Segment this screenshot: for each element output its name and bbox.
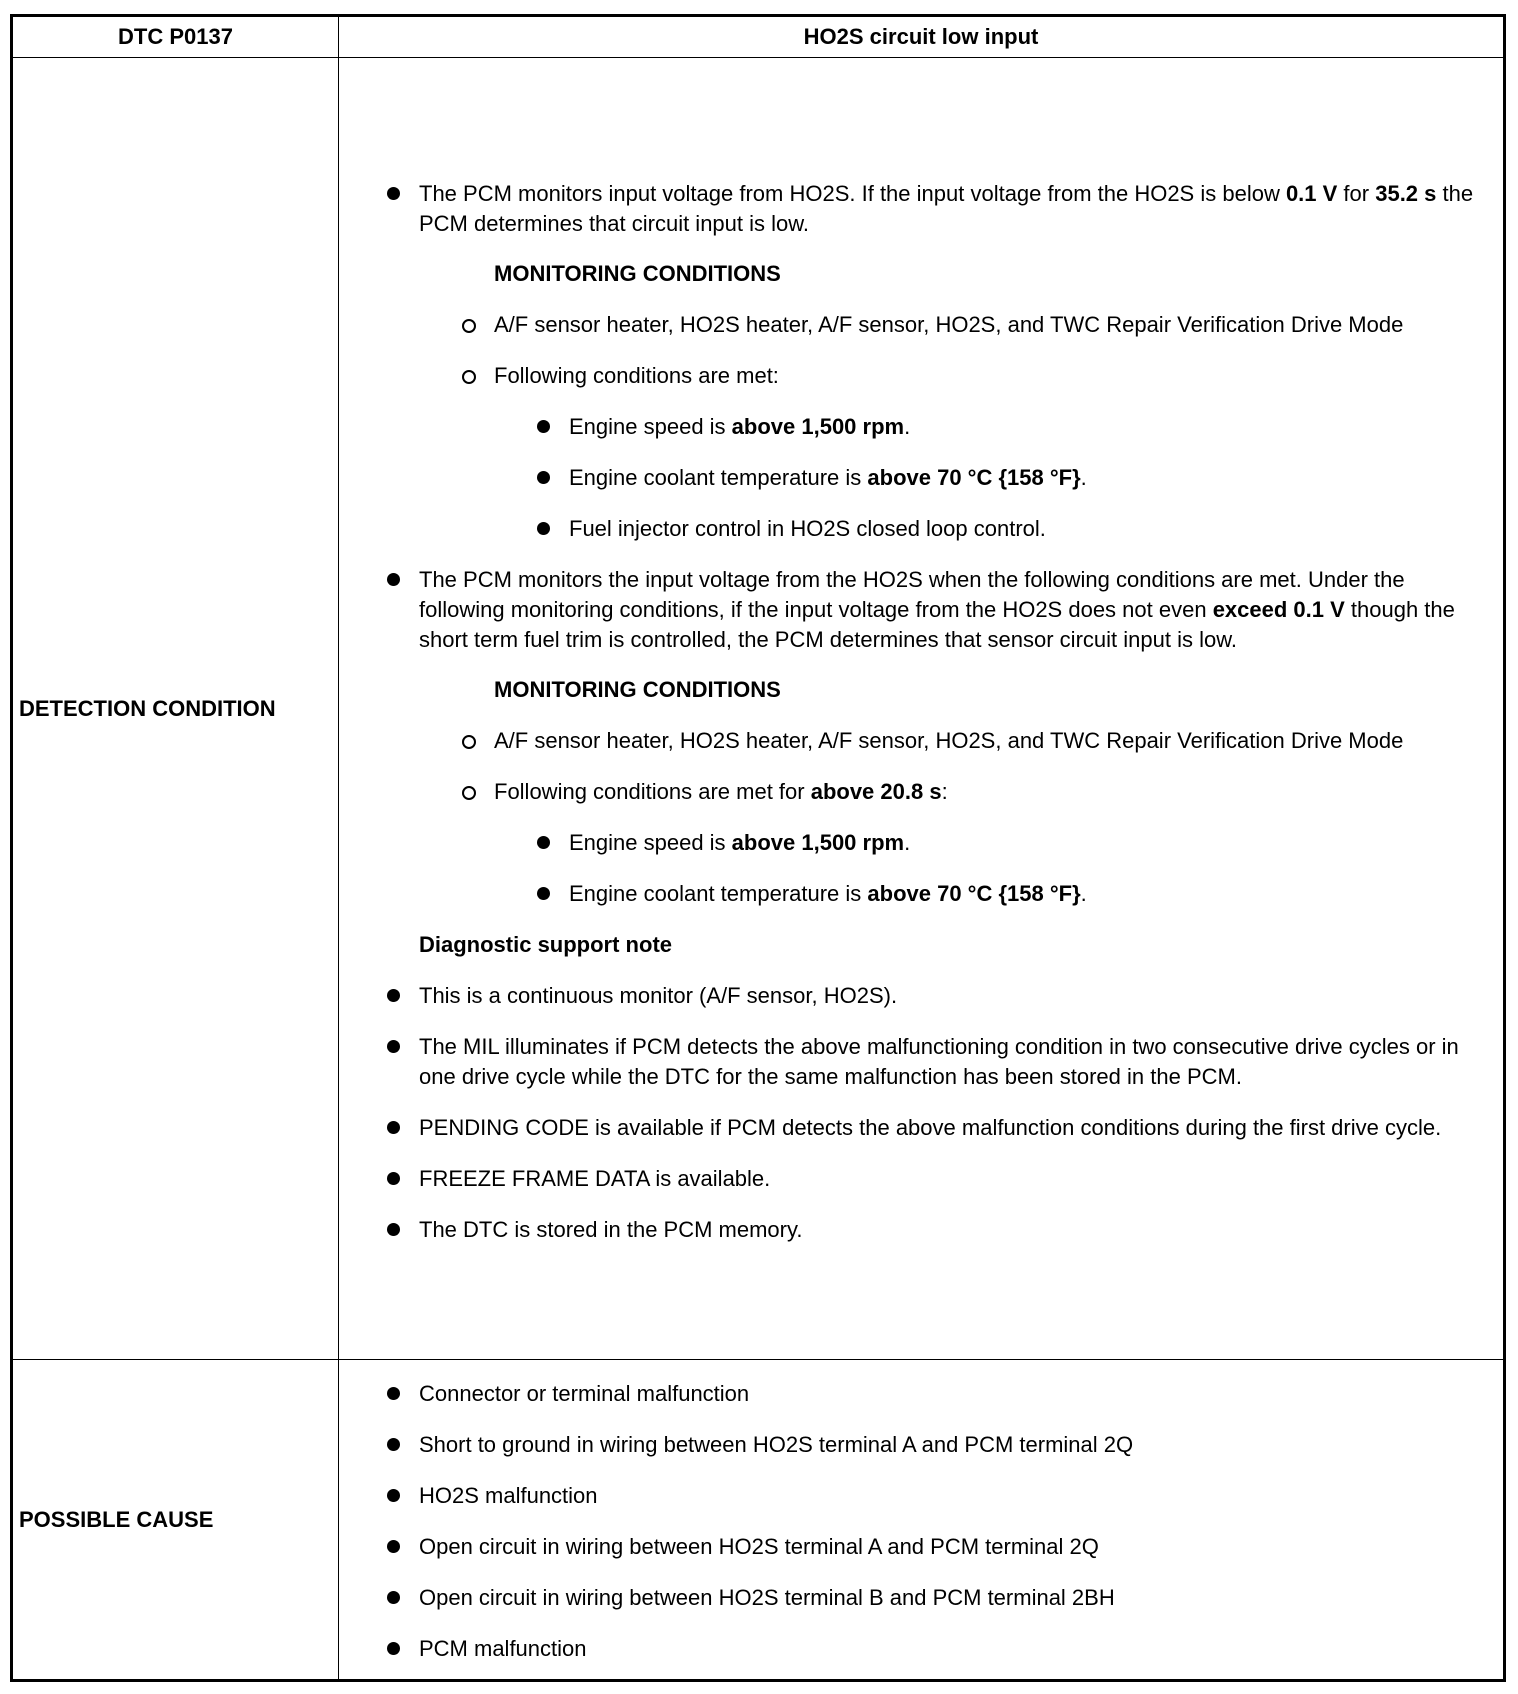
dtc-table-frame bbox=[10, 14, 1506, 1682]
detection-item-2: The PCM monitors the input voltage from the HO2S when the following conditions are met. Under the following monitoring conditions, if the input voltage from the HO2S does not even exceed 0.1 V though the short term fuel trim is controlled, the PCM determines that sensor circuit input is low. bbox=[339, 565, 1503, 655]
monitoring-heading-1: MONITORING CONDITIONS bbox=[494, 261, 781, 286]
detection-item-1: The PCM monitors input voltage from HO2S. If the input voltage from the HO2S is below 0.1 V for 35.2 s the PCM determines that circuit input is low. bbox=[339, 179, 1503, 239]
monitoring-1-option-2: Following conditions are met: bbox=[339, 361, 1503, 391]
cause-item: PCM malfunction bbox=[339, 1634, 1503, 1664]
detection-body bbox=[339, 172, 1503, 1245]
dtc-code: DTC P0137 bbox=[13, 17, 339, 58]
cause-item: Short to ground in wiring between HO2S terminal A and PCM terminal 2Q bbox=[339, 1430, 1503, 1460]
support-note: This is a continuous monitor (A/F sensor, HO2S). bbox=[339, 981, 1503, 1011]
monitoring-1-sub-2: Engine coolant temperature is above 70 °C {158 °F}. bbox=[339, 463, 1503, 493]
monitoring-1-sub-3: Fuel injector control in HO2S closed loop control. bbox=[339, 514, 1503, 544]
support-note: PENDING CODE is available if PCM detects the above malfunction conditions during the first drive cycle. bbox=[339, 1113, 1503, 1143]
cause-item: Open circuit in wiring between HO2S terminal A and PCM terminal 2Q bbox=[339, 1532, 1503, 1562]
dtc-title: HO2S circuit low input bbox=[339, 17, 1504, 58]
monitoring-1-sub-1: Engine speed is above 1,500 rpm. bbox=[339, 412, 1503, 442]
cause-item: Open circuit in wiring between HO2S terminal B and PCM terminal 2BH bbox=[339, 1583, 1503, 1613]
support-note: The DTC is stored in the PCM memory. bbox=[339, 1215, 1503, 1245]
monitoring-2-sub-2: Engine coolant temperature is above 70 °C {158 °F}. bbox=[339, 879, 1503, 909]
possible-cause-label: POSSIBLE CAUSE bbox=[13, 1360, 339, 1680]
monitoring-2-option-2: Following conditions are met for above 20.8 s: bbox=[339, 777, 1503, 807]
monitoring-2-sub-1: Engine speed is above 1,500 rpm. bbox=[339, 828, 1503, 858]
header-row bbox=[13, 17, 1504, 58]
detection-condition-content bbox=[339, 58, 1504, 1360]
detection-row bbox=[13, 58, 1504, 1360]
possible-cause-row bbox=[13, 1360, 1504, 1680]
diagnostic-support-note-heading: Diagnostic support note bbox=[419, 932, 672, 957]
monitoring-1-option-1: A/F sensor heater, HO2S heater, A/F sensor, HO2S, and TWC Repair Verification Drive Mode bbox=[339, 310, 1503, 340]
detection-condition-label: DETECTION CONDITION bbox=[13, 58, 339, 1360]
possible-cause-content bbox=[339, 1360, 1504, 1680]
possible-cause-list bbox=[339, 1375, 1503, 1664]
cause-item: Connector or terminal malfunction bbox=[339, 1379, 1503, 1409]
dtc-table bbox=[12, 16, 1504, 1680]
support-note: FREEZE FRAME DATA is available. bbox=[339, 1164, 1503, 1194]
monitoring-2-option-1: A/F sensor heater, HO2S heater, A/F sensor, HO2S, and TWC Repair Verification Drive Mode bbox=[339, 726, 1503, 756]
monitoring-heading-2: MONITORING CONDITIONS bbox=[494, 677, 781, 702]
cause-item: HO2S malfunction bbox=[339, 1481, 1503, 1511]
support-note: The MIL illuminates if PCM detects the above malfunctioning condition in two consecutive drive cycles or in one drive cycle while the DTC for the same malfunction has been stored in the PCM. bbox=[339, 1032, 1503, 1092]
